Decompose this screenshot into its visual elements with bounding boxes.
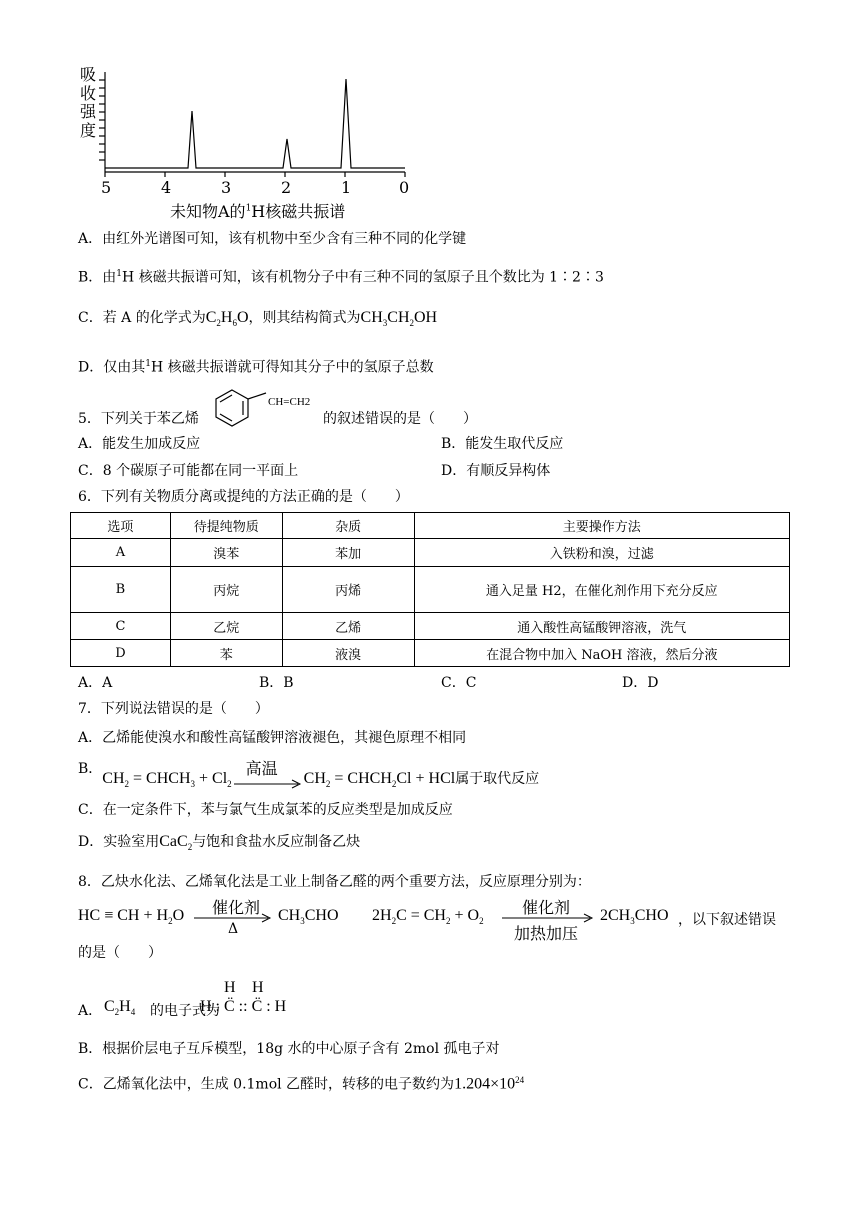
table-header: 待提纯物质: [170, 513, 282, 539]
q6-option-a: A．A: [78, 675, 113, 691]
table-cell: 液溴: [282, 640, 414, 667]
table-cell: 在混合物中加入 NaOH 溶液，然后分液: [414, 640, 789, 667]
q5-option-c: C．8 个碳原子可能都在同一平面上: [78, 463, 299, 479]
spectrum-trace: [105, 79, 405, 168]
ylabel-char: 收: [80, 83, 97, 103]
table-cell: 乙烷: [170, 613, 282, 640]
q5-stem-pre: 5．下列关于苯乙烯: [78, 411, 199, 427]
table-row: [71, 539, 790, 567]
q4-option-d: D．仅由其$^1$H 核磁共振谱就可得知其分子中的氢原子总数: [78, 359, 434, 376]
spectrum-caption: 未知物A的$^1$H核磁共振谱: [170, 202, 346, 221]
q6-option-b: B．B: [259, 675, 294, 691]
table-cell: 通入足量 H2，在催化剂作用下充分反应: [414, 567, 789, 613]
table-header: 主要操作方法: [414, 513, 789, 539]
q8-stem-continued: 的是（ ）: [78, 945, 162, 961]
ylabel-char: 吸: [80, 65, 97, 84]
reaction-arrow: 催化剂 Δ: [192, 895, 274, 941]
q5-option-a: A．能发生加成反应: [78, 436, 201, 452]
q7-option-c: C．在一定条件下，苯与氯气生成氯苯的反应类型是加成反应: [78, 802, 453, 818]
q8-option-b: B．根据价层电子互斥模型，18g 水的中心原子含有 2mol 孤电子对: [78, 1041, 500, 1057]
q5-option-b: B．能发生取代反应: [441, 436, 564, 452]
y-axis-ticks: [99, 80, 105, 160]
x-tick-label: 0: [399, 178, 410, 197]
q6-option-c: C．C: [441, 675, 477, 691]
q6-stem: 6．下列有关物质分离或提纯的方法正确的是（ ）: [78, 489, 409, 505]
ylabel-char: 强: [80, 102, 97, 121]
ylabel-char: 度: [80, 120, 97, 140]
q5-stem-post: 的叙述错误的是（ ）: [323, 411, 477, 427]
table-cell: B: [71, 567, 171, 613]
q8-stem: 8．乙炔水化法、乙烯氧化法是工业上制备乙醛的两个重要方法，反应原理分别为：: [78, 874, 591, 890]
q8-option-c: C．乙烯氧化法中，生成 0.1mol 乙醛时，转移的电子数约为$1.204\times 10^{24}$: [78, 1075, 525, 1093]
table-row: [71, 640, 790, 667]
table-cell: 苯加: [282, 539, 414, 567]
table-cell: 通入酸性高锰酸钾溶液，洗气: [414, 613, 789, 640]
q7-option-d: D．实验室用CaC$_2$与饱和食盐水反应制备乙炔: [78, 833, 361, 853]
x-tick-label: 5: [101, 178, 112, 197]
x-tick-label: 2: [281, 178, 292, 197]
table-cell: C: [71, 613, 171, 640]
spectrum-plot: [0, 0, 860, 230]
table-cell: 丙烷: [170, 567, 282, 613]
table-header-row: [71, 513, 790, 539]
styrene-vinyl-label: CH=CH2: [268, 396, 311, 408]
electron-formula: H : C̈ :: C̈ : H: [200, 998, 287, 1015]
table-cell: 丙烯: [282, 567, 414, 613]
q6-table: [70, 512, 790, 667]
table-header: 选项: [71, 513, 171, 539]
table-header: 杂质: [282, 513, 414, 539]
table-cell: 入铁粉和溴，过滤: [414, 539, 789, 567]
q7-stem: 7．下列说法错误的是（ ）: [78, 701, 269, 717]
q5-option-d: D．有顺反异构体: [441, 463, 551, 479]
table-cell: D: [71, 640, 171, 667]
table-row: [71, 567, 790, 613]
table-row: [71, 613, 790, 640]
table-cell: A: [71, 539, 171, 567]
q4-option-a: A．由红外光谱图可知，该有机物中至少含有三种不同的化学键: [78, 231, 467, 247]
q6-option-d: D．D: [622, 675, 659, 691]
x-tick-label: 4: [161, 178, 172, 197]
table-cell: 苯: [170, 640, 282, 667]
table-cell: 溴苯: [170, 539, 282, 567]
table-cell: 乙烯: [282, 613, 414, 640]
q7-option-b: B．$CH_2$ = $CHCH_3 + Cl_2$ 高温 $CH_2$ = $CHCH_2Cl$ + HCl属于取代反应: [78, 757, 539, 795]
x-tick-label: 3: [221, 178, 232, 197]
x-axis-ticks: [105, 172, 405, 177]
x-tick-label: 1: [341, 178, 352, 197]
reaction-arrow: 催化剂 加热加压: [500, 895, 596, 941]
q7-option-a: A．乙烯能使溴水和酸性高锰酸钾溶液褪色，其褪色原理不相同: [78, 730, 467, 746]
q4-option-b: B．由$^1$H 核磁共振谱可知，该有机物分子中有三种不同的氢原子且个数比为 1∶2∶3: [78, 269, 604, 286]
reaction-arrow: 高温: [232, 757, 304, 795]
q4-option-c: C．若 A 的化学式为$C_2H_6O$，则其结构简式为$CH_3CH_2OH$: [78, 309, 438, 329]
